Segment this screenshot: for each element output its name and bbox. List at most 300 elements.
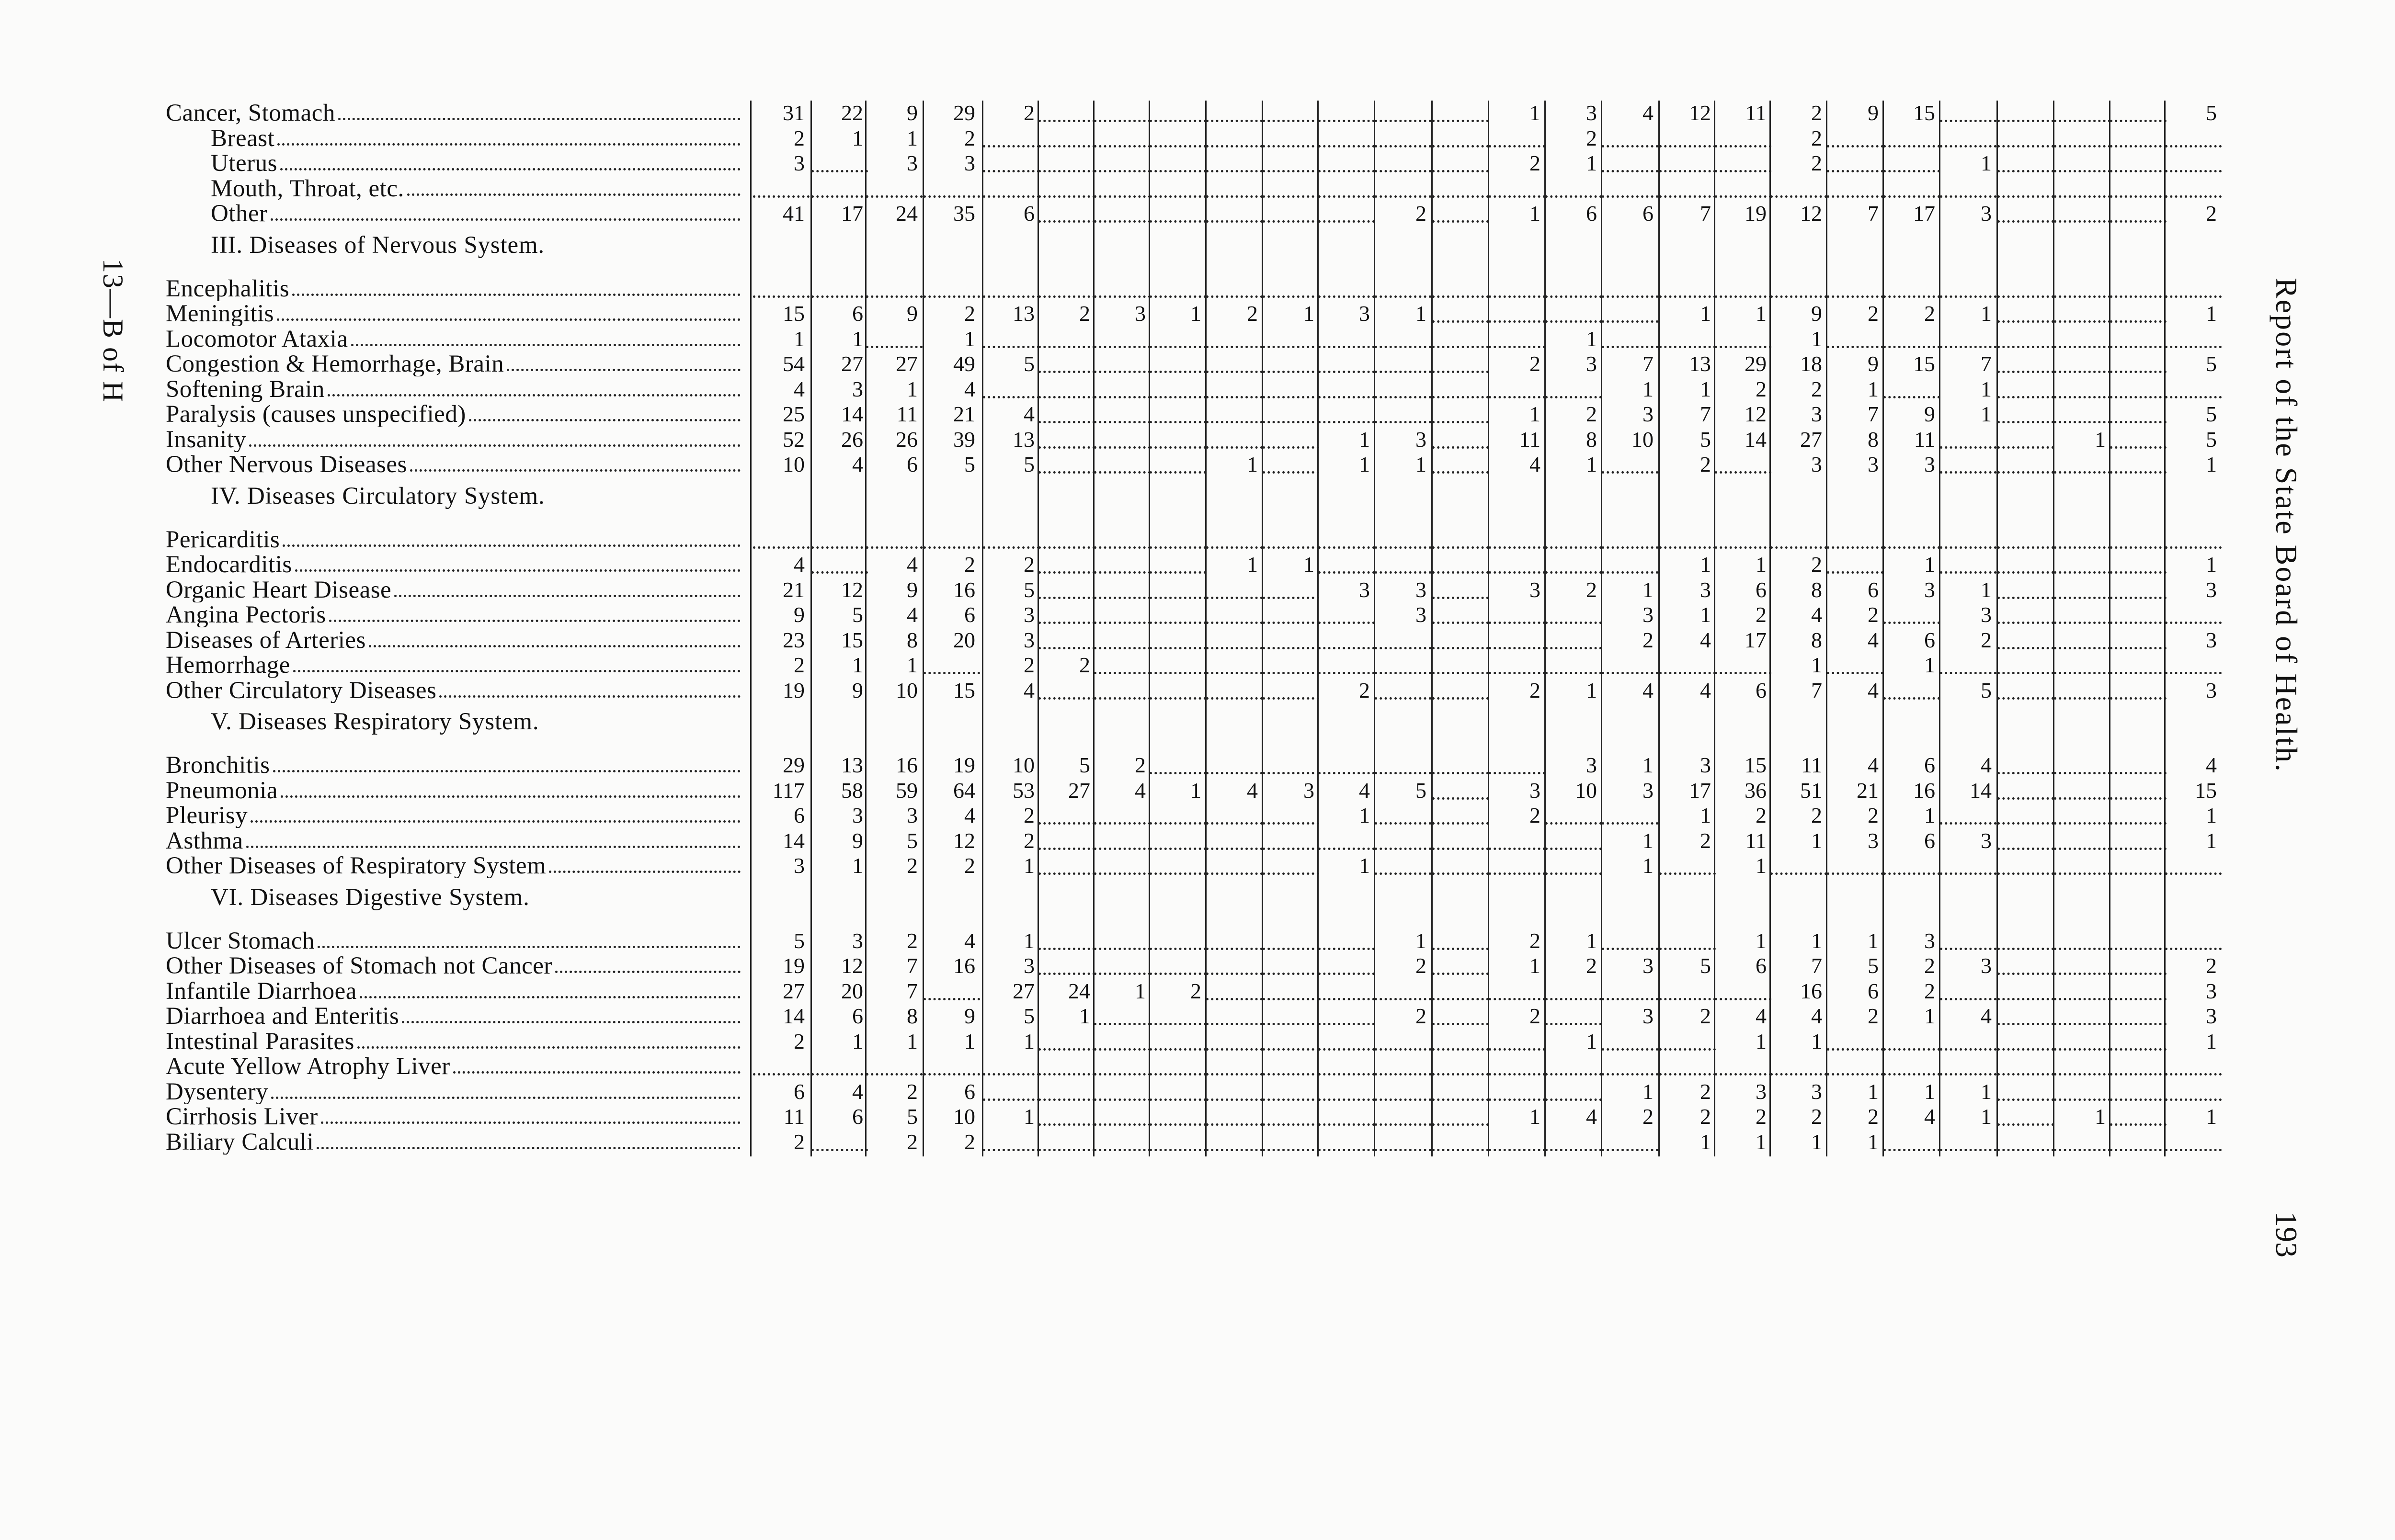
empty-cell bbox=[1318, 953, 1375, 975]
empty-cell bbox=[1659, 527, 1716, 549]
row-label: Insanity bbox=[166, 427, 249, 452]
empty-cell bbox=[1545, 527, 1602, 549]
empty-cell bbox=[1997, 1079, 2054, 1101]
empty-cell bbox=[1038, 402, 1095, 423]
empty-cell bbox=[1997, 853, 2054, 875]
table-cell: 18 bbox=[1800, 351, 1822, 376]
empty-cell bbox=[1263, 377, 1319, 398]
table-cell: 1 bbox=[1190, 301, 1201, 326]
empty-cell bbox=[1770, 853, 1827, 875]
empty-cell bbox=[2054, 953, 2110, 975]
empty-cell bbox=[1263, 351, 1319, 373]
table-cell: 3 bbox=[1529, 577, 1540, 602]
table-cell: 3 bbox=[1529, 778, 1540, 803]
empty-cell bbox=[924, 276, 980, 298]
table-cell: 2 bbox=[1247, 301, 1258, 326]
table-cell: 5 bbox=[1024, 577, 1035, 602]
empty-cell bbox=[2054, 1130, 2110, 1151]
empty-cell bbox=[1940, 527, 1996, 549]
empty-cell bbox=[1715, 151, 1771, 172]
table-cell: 6 bbox=[852, 1004, 863, 1028]
empty-cell bbox=[1489, 979, 1545, 1000]
table-cell: 3 bbox=[1024, 627, 1035, 652]
table-cell: 1 bbox=[1359, 803, 1370, 827]
table-cell: 58 bbox=[841, 778, 863, 803]
empty-cell bbox=[1432, 151, 1489, 172]
empty-cell bbox=[1150, 828, 1206, 850]
empty-cell bbox=[1997, 953, 2054, 975]
empty-cell bbox=[811, 1054, 868, 1076]
table-cell: 2 bbox=[964, 853, 975, 878]
empty-cell bbox=[1432, 301, 1489, 323]
table-cell: 2 bbox=[1079, 301, 1090, 326]
table-cell: 3 bbox=[1981, 201, 1992, 226]
table-cell: 29 bbox=[1745, 351, 1767, 376]
empty-cell bbox=[1432, 1079, 1489, 1101]
empty-cell bbox=[1375, 327, 1431, 348]
empty-cell bbox=[866, 527, 923, 549]
empty-cell bbox=[1997, 126, 2054, 147]
table-cell: 1 bbox=[1303, 301, 1314, 326]
table-cell: 6 bbox=[1924, 627, 1935, 652]
row-label: Locomotor Ataxia bbox=[166, 327, 351, 351]
empty-cell bbox=[2054, 176, 2110, 198]
empty-cell bbox=[1432, 402, 1489, 423]
table-cell: 5 bbox=[2206, 402, 2217, 426]
table-cell: 4 bbox=[1529, 452, 1540, 476]
table-cell: 1 bbox=[1981, 1079, 1992, 1104]
row-label: Cancer, Stomach bbox=[166, 101, 338, 125]
empty-cell bbox=[1150, 1004, 1206, 1025]
empty-cell bbox=[1432, 1054, 1489, 1076]
empty-cell bbox=[1150, 126, 1206, 147]
empty-cell bbox=[1432, 176, 1489, 198]
table-cell: 27 bbox=[783, 978, 805, 1003]
table-cell: 1 bbox=[1700, 301, 1711, 326]
empty-cell bbox=[1883, 176, 1940, 198]
table-cell: 1 bbox=[852, 326, 863, 351]
empty-cell bbox=[866, 1054, 923, 1076]
table-cell: 2 bbox=[1024, 803, 1035, 827]
table-cell: 1 bbox=[1415, 452, 1426, 476]
empty-cell bbox=[1206, 1079, 1263, 1101]
empty-cell bbox=[811, 151, 868, 172]
table-cell: 6 bbox=[1024, 201, 1035, 226]
table-cell: 7 bbox=[907, 978, 918, 1003]
empty-cell bbox=[1432, 979, 1489, 1000]
empty-cell bbox=[1318, 327, 1375, 348]
empty-cell bbox=[2054, 979, 2110, 1000]
empty-cell bbox=[1038, 552, 1095, 574]
empty-cell bbox=[1997, 979, 2054, 1000]
empty-cell bbox=[1263, 402, 1319, 423]
empty-cell bbox=[1940, 653, 1996, 674]
empty-cell bbox=[1375, 1054, 1431, 1076]
table-cell: 4 bbox=[1981, 753, 1992, 777]
column-rule bbox=[1996, 101, 1998, 1156]
empty-cell bbox=[1150, 276, 1206, 298]
table-cell: 1 bbox=[1924, 552, 1935, 577]
table-cell: 10 bbox=[896, 678, 918, 702]
empty-cell bbox=[2110, 1029, 2167, 1051]
table-cell: 6 bbox=[1642, 201, 1654, 226]
table-cell: 17 bbox=[1745, 627, 1767, 652]
empty-cell bbox=[1038, 1079, 1095, 1101]
empty-cell bbox=[1432, 527, 1489, 549]
empty-cell bbox=[1432, 126, 1489, 147]
empty-cell bbox=[1038, 276, 1095, 298]
empty-cell bbox=[1206, 1104, 1263, 1126]
table-cell: 1 bbox=[1586, 678, 1597, 702]
table-cell: 5 bbox=[1024, 452, 1035, 476]
empty-cell bbox=[1997, 678, 2054, 700]
empty-cell bbox=[2054, 1029, 2110, 1051]
table-cell: 2 bbox=[1811, 1104, 1822, 1129]
empty-cell bbox=[1038, 527, 1095, 549]
empty-cell bbox=[1318, 377, 1375, 398]
table-cell: 3 bbox=[1359, 577, 1370, 602]
table-cell: 3 bbox=[1415, 602, 1426, 627]
empty-cell bbox=[1263, 1130, 1319, 1151]
empty-cell bbox=[1883, 126, 1940, 147]
empty-cell bbox=[1883, 853, 1940, 875]
table-cell: 35 bbox=[953, 201, 975, 226]
table-cell: 1 bbox=[1642, 1079, 1654, 1104]
table-cell: 1 bbox=[1981, 402, 1992, 426]
empty-cell bbox=[1263, 1079, 1319, 1101]
empty-cell bbox=[1489, 628, 1545, 649]
table-cell: 1 bbox=[1024, 928, 1035, 953]
empty-cell bbox=[1602, 176, 1658, 198]
empty-cell bbox=[1659, 1054, 1716, 1076]
empty-cell bbox=[1602, 452, 1658, 474]
empty-cell bbox=[1094, 1054, 1151, 1076]
empty-cell bbox=[2110, 678, 2167, 700]
empty-cell bbox=[1318, 552, 1375, 574]
empty-cell bbox=[2110, 1104, 2167, 1126]
table-cell: 5 bbox=[1700, 427, 1711, 452]
table-cell: 1 bbox=[1359, 427, 1370, 452]
empty-cell bbox=[1206, 853, 1263, 875]
empty-cell bbox=[1150, 853, 1206, 875]
empty-cell bbox=[1094, 402, 1151, 423]
table-cell: 1 bbox=[1700, 803, 1711, 827]
empty-cell bbox=[2054, 578, 2110, 599]
empty-cell bbox=[2165, 1054, 2222, 1076]
empty-cell bbox=[2054, 678, 2110, 700]
row-label: Ulcer Stomach bbox=[166, 929, 318, 953]
table-cell: 19 bbox=[783, 953, 805, 978]
empty-cell bbox=[1094, 1079, 1151, 1101]
empty-cell bbox=[1432, 427, 1489, 449]
empty-cell bbox=[2110, 1004, 2167, 1025]
table-cell: 2 bbox=[2206, 953, 2217, 978]
empty-cell bbox=[1206, 527, 1263, 549]
row-label: Angina Pectoris bbox=[166, 602, 329, 627]
table-cell: 1 bbox=[1924, 1079, 1935, 1104]
table-cell: 3 bbox=[2206, 978, 2217, 1003]
empty-cell bbox=[1883, 276, 1940, 298]
table-cell: 1 bbox=[1415, 928, 1426, 953]
table-cell: 1 bbox=[964, 326, 975, 351]
empty-cell bbox=[1318, 351, 1375, 373]
table-cell: 1 bbox=[2206, 828, 2217, 853]
empty-cell bbox=[1827, 552, 1883, 574]
empty-cell bbox=[1659, 176, 1716, 198]
empty-cell bbox=[2054, 602, 2110, 624]
row-label: Meningitis bbox=[166, 301, 277, 326]
table-cell: 49 bbox=[953, 351, 975, 376]
row-label: Other Circulatory Diseases bbox=[166, 678, 439, 703]
column-rule bbox=[1714, 101, 1715, 1156]
empty-cell bbox=[1602, 929, 1658, 950]
table-cell: 1 bbox=[2095, 427, 2106, 452]
empty-cell bbox=[1997, 628, 2054, 649]
table-cell: 7 bbox=[1642, 351, 1654, 376]
empty-cell bbox=[1827, 1054, 1883, 1076]
empty-cell bbox=[1940, 853, 1996, 875]
empty-cell bbox=[1150, 552, 1206, 574]
table-cell: 2 bbox=[1642, 1104, 1654, 1129]
empty-cell bbox=[1545, 552, 1602, 574]
row-label: Diseases of Arteries bbox=[166, 628, 369, 653]
empty-cell bbox=[1263, 276, 1319, 298]
table-cell: 4 bbox=[1642, 101, 1654, 125]
empty-cell bbox=[2054, 828, 2110, 850]
column-rule bbox=[982, 101, 983, 1156]
table-cell: 9 bbox=[1868, 101, 1879, 125]
row-label: Congestion & Hemorrhage, Brain bbox=[166, 351, 507, 376]
table-cell: 2 bbox=[1190, 978, 1201, 1003]
table-cell: 16 bbox=[1800, 978, 1822, 1003]
empty-cell bbox=[983, 1130, 1039, 1151]
table-cell: 10 bbox=[1631, 427, 1654, 452]
table-cell: 6 bbox=[907, 452, 918, 476]
empty-cell bbox=[1602, 552, 1658, 574]
table-cell: 3 bbox=[1981, 953, 1992, 978]
empty-cell bbox=[1827, 276, 1883, 298]
empty-cell bbox=[1997, 276, 2054, 298]
table-cell: 2 bbox=[794, 125, 805, 150]
empty-cell bbox=[1150, 452, 1206, 474]
table-cell: 10 bbox=[783, 452, 805, 476]
empty-cell bbox=[1432, 578, 1489, 599]
empty-cell bbox=[1940, 1054, 1996, 1076]
empty-cell bbox=[1432, 101, 1489, 122]
table-cell: 1 bbox=[1981, 376, 1992, 401]
empty-cell bbox=[1206, 351, 1263, 373]
table-cell: 4 bbox=[1247, 778, 1258, 803]
table-cell: 4 bbox=[964, 928, 975, 953]
table-cell: 5 bbox=[907, 828, 918, 853]
empty-cell bbox=[1375, 1130, 1431, 1151]
table-cell: 1 bbox=[1811, 653, 1822, 677]
empty-cell bbox=[1432, 653, 1489, 674]
empty-cell bbox=[1318, 929, 1375, 950]
empty-cell bbox=[983, 327, 1039, 348]
empty-cell bbox=[1997, 201, 2054, 223]
page-header: Report of the State Board of Health. bbox=[2270, 278, 2304, 773]
empty-cell bbox=[2110, 276, 2167, 298]
table-cell: 3 bbox=[794, 151, 805, 175]
table-cell: 2 bbox=[1700, 1004, 1711, 1028]
table-cell: 16 bbox=[896, 753, 918, 777]
table-cell: 2 bbox=[907, 853, 918, 878]
empty-cell bbox=[1659, 979, 1716, 1000]
table-cell: 2 bbox=[1529, 1004, 1540, 1028]
table-cell: 1 bbox=[1529, 101, 1540, 125]
empty-cell bbox=[1094, 628, 1151, 649]
table-cell: 11 bbox=[1745, 101, 1767, 125]
empty-cell bbox=[1094, 1130, 1151, 1151]
empty-cell bbox=[1318, 979, 1375, 1000]
empty-cell bbox=[1827, 327, 1883, 348]
table-cell: 1 bbox=[907, 653, 918, 677]
empty-cell bbox=[1489, 1130, 1545, 1151]
empty-cell bbox=[1318, 201, 1375, 223]
table-cell: 9 bbox=[794, 602, 805, 627]
empty-cell bbox=[1883, 678, 1940, 700]
table-cell: 8 bbox=[1868, 427, 1879, 452]
empty-cell bbox=[1489, 1029, 1545, 1051]
empty-cell bbox=[1715, 452, 1771, 474]
table-cell: 24 bbox=[1068, 978, 1090, 1003]
table-cell: 2 bbox=[1529, 678, 1540, 702]
table-cell: 39 bbox=[953, 427, 975, 452]
empty-cell bbox=[2054, 803, 2110, 825]
empty-cell bbox=[1545, 1004, 1602, 1025]
table-cell: 1 bbox=[1642, 853, 1654, 878]
empty-cell bbox=[1150, 176, 1206, 198]
empty-cell bbox=[2054, 778, 2110, 800]
table-cell: 14 bbox=[1970, 778, 1992, 803]
table-cell: 17 bbox=[1913, 201, 1935, 226]
empty-cell bbox=[866, 327, 923, 348]
table-cell: 2 bbox=[1586, 402, 1597, 426]
table-cell: 2 bbox=[907, 928, 918, 953]
table-cell: 1 bbox=[1024, 1029, 1035, 1053]
empty-cell bbox=[1150, 151, 1206, 172]
empty-cell bbox=[1489, 753, 1545, 774]
empty-cell bbox=[1827, 176, 1883, 198]
empty-cell bbox=[1940, 552, 1996, 574]
table-cell: 1 bbox=[1756, 301, 1767, 326]
empty-cell bbox=[1206, 176, 1263, 198]
table-cell: 4 bbox=[794, 376, 805, 401]
empty-cell bbox=[1318, 602, 1375, 624]
empty-cell bbox=[1263, 803, 1319, 825]
table-cell: 2 bbox=[1359, 678, 1370, 702]
empty-cell bbox=[1094, 427, 1151, 449]
table-cell: 4 bbox=[1642, 678, 1654, 702]
table-cell: 13 bbox=[1013, 301, 1035, 326]
empty-cell bbox=[2165, 377, 2222, 398]
side-note: 13—B of H bbox=[97, 259, 129, 403]
empty-cell bbox=[1997, 653, 2054, 674]
empty-cell bbox=[1545, 853, 1602, 875]
empty-cell bbox=[1263, 628, 1319, 649]
table-cell: 19 bbox=[953, 753, 975, 777]
table-left-rule bbox=[750, 101, 752, 1156]
row-label: Bronchitis bbox=[166, 753, 273, 778]
table-cell: 17 bbox=[841, 201, 863, 226]
table-cell: 15 bbox=[2195, 778, 2217, 803]
empty-cell bbox=[1038, 828, 1095, 850]
table-cell: 9 bbox=[852, 678, 863, 702]
table-cell: 3 bbox=[907, 803, 918, 827]
table-cell: 6 bbox=[852, 301, 863, 326]
empty-cell bbox=[1263, 201, 1319, 223]
table-cell: 53 bbox=[1013, 778, 1035, 803]
table-cell: 27 bbox=[1013, 978, 1035, 1003]
empty-cell bbox=[1206, 101, 1263, 122]
table-cell: 2 bbox=[1700, 1104, 1711, 1129]
empty-cell bbox=[1038, 1104, 1095, 1126]
table-cell: 11 bbox=[783, 1104, 805, 1129]
table-cell: 6 bbox=[1756, 678, 1767, 702]
empty-cell bbox=[1263, 1029, 1319, 1051]
empty-cell bbox=[1263, 678, 1319, 700]
empty-cell bbox=[1827, 151, 1883, 172]
empty-cell bbox=[1715, 126, 1771, 147]
table-cell: 2 bbox=[907, 1079, 918, 1104]
row-label: Biliary Calculi bbox=[166, 1130, 317, 1155]
empty-cell bbox=[1883, 377, 1940, 398]
empty-cell bbox=[1940, 427, 1996, 449]
empty-cell bbox=[1263, 327, 1319, 348]
empty-cell bbox=[1602, 1130, 1658, 1151]
table-cell: 1 bbox=[1811, 828, 1822, 853]
empty-cell bbox=[1206, 753, 1263, 774]
empty-cell bbox=[1263, 126, 1319, 147]
table-cell: 2 bbox=[1811, 803, 1822, 827]
empty-cell bbox=[1940, 929, 1996, 950]
empty-cell bbox=[1038, 1029, 1095, 1051]
table-cell: 15 bbox=[953, 678, 975, 702]
empty-cell bbox=[1432, 828, 1489, 850]
empty-cell bbox=[1206, 602, 1263, 624]
table-cell: 3 bbox=[794, 853, 805, 878]
table-cell: 5 bbox=[907, 1104, 918, 1129]
empty-cell bbox=[1038, 1054, 1095, 1076]
table-cell: 9 bbox=[1811, 301, 1822, 326]
empty-cell bbox=[2165, 527, 2222, 549]
empty-cell bbox=[1375, 678, 1431, 700]
empty-cell bbox=[1038, 201, 1095, 223]
empty-cell bbox=[1150, 803, 1206, 825]
table-cell: 3 bbox=[1700, 753, 1711, 777]
empty-cell bbox=[2110, 1079, 2167, 1101]
empty-cell bbox=[1318, 828, 1375, 850]
empty-cell bbox=[1038, 578, 1095, 599]
empty-cell bbox=[1150, 402, 1206, 423]
empty-cell bbox=[1883, 151, 1940, 172]
table-cell: 52 bbox=[783, 427, 805, 452]
empty-cell bbox=[2110, 929, 2167, 950]
empty-cell bbox=[1432, 377, 1489, 398]
table-cell: 4 bbox=[1811, 602, 1822, 627]
empty-cell bbox=[1318, 1004, 1375, 1025]
table-cell: 51 bbox=[1800, 778, 1822, 803]
empty-cell bbox=[1997, 176, 2054, 198]
section-heading: III. Diseases of Nervous System. bbox=[211, 231, 545, 259]
empty-cell bbox=[2054, 653, 2110, 674]
table-cell: 13 bbox=[1013, 427, 1035, 452]
empty-cell bbox=[1375, 527, 1431, 549]
empty-cell bbox=[1545, 1054, 1602, 1076]
empty-cell bbox=[1602, 301, 1658, 323]
empty-cell bbox=[1094, 377, 1151, 398]
